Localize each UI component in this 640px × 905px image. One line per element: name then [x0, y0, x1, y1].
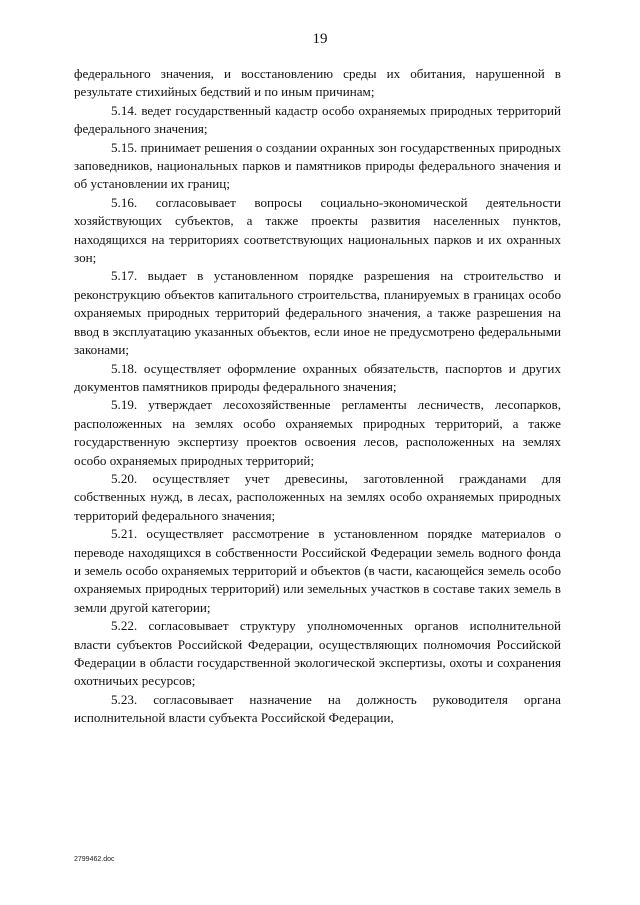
paragraph-5-20: 5.20. осуществляет учет древесины, заготовленной гражданами для собственных нужд, в лесах, расположенных на землях особо охраняемых природных территорий федерального значения;: [74, 470, 561, 523]
paragraph-5-22: 5.22. согласовывает структуру уполномоченных органов исполнительной власти субъектов Российской Федерации, осуществляющих полномочия Российской Федерации в области государственной экологической экспертизы, охоты и сохранения охотничьих ресурсов;: [74, 618, 561, 689]
document-body: [74, 65, 561, 728]
paragraph-5-21: 5.21. осуществляет рассмотрение в установленном порядке материалов о переводе находящихся в собственности Российской Федерации земель водного фонда и земель особо охраняемых территорий и объектов (в части, касающейся земель особо охраняемых природных территорий) или земельных участков в составе таких земель в земли другой категории;: [74, 526, 561, 615]
page-number: 19: [312, 31, 328, 47]
paragraph-5-17: 5.17. выдает в установленном порядке разрешения на строительство и реконструкцию объектов капитального строительства, планируемых в границах особо охраняемых природных территорий федерального значения, а также разрешения на ввод в эксплуатацию указанных объектов, если иное не предусмотрено федеральными законами;: [74, 268, 561, 358]
paragraph-5-16: 5.16. согласовывает вопросы социально-экономической деятельности хозяйствующих субъектов, а также проекты развития населенных пунктов, находящихся на территориях соответствующих национальных парков и их охранных зон;: [74, 194, 561, 266]
paragraph-5-18: 5.18. осуществляет оформление охранных обязательств, паспортов и других документов памятников природы федерального значения;: [74, 360, 561, 394]
document-file-code: 2799462.doc: [74, 856, 115, 863]
paragraph-5-15: 5.15. принимает решения о создании охранных зон государственных природных заповедников, национальных парков и памятников природы федерального значения и об установлении их границ;: [74, 139, 561, 192]
paragraph-5-23: 5.23. согласовывает назначение на должность руководителя органа исполнительной власти субъекта Российской Федерации,: [74, 691, 561, 726]
paragraph-5-19: 5.19. утверждает лесохозяйственные регламенты лесничеств, лесопарков, расположенных на землях особо охраняемых природных территорий, а также государственную экспертизу проектов освоения лесов, расположенных на землях особо охраняемых природных территорий;: [74, 397, 561, 468]
paragraph-5-14: 5.14. ведет государственный кадастр особо охраняемых природных территорий федерального значения;: [74, 102, 561, 137]
paragraph-continuation: федерального значения, и восстановлению среды их обитания, нарушенной в результате стихийных бедствий и по иным причинам;: [74, 66, 561, 100]
